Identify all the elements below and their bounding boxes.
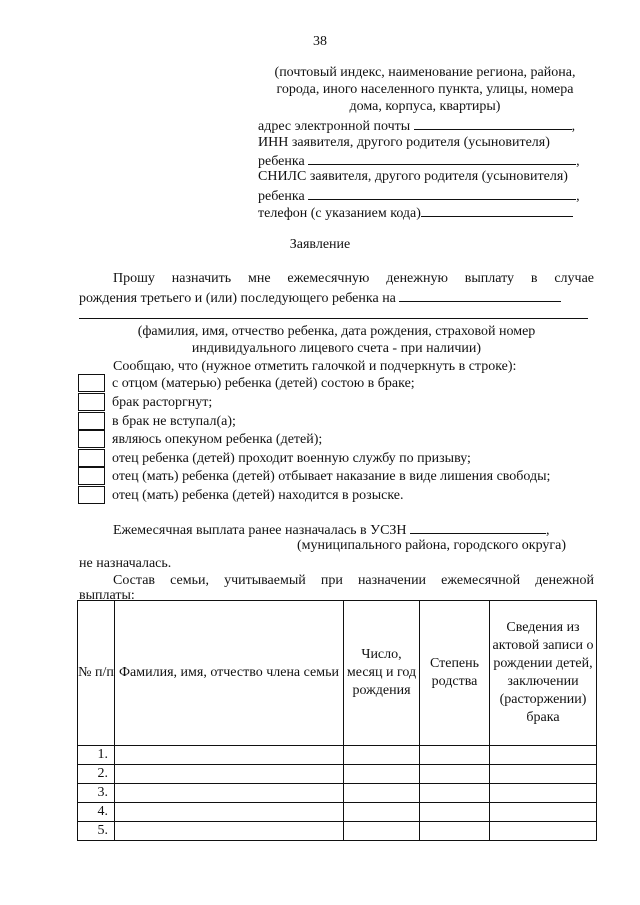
snils-label-line-1: СНИЛС заявителя, другого родителя (усыновителя): [258, 169, 568, 184]
previous-payment-text: Ежемесячная выплата ранее назначалась в УСЗН: [113, 523, 407, 538]
table-row: [78, 822, 597, 841]
checkbox-label-wanted: отец (мать) ребенка (детей) находится в розыске.: [112, 488, 404, 503]
address-caption-line-2: города, иного населенного пункта, улицы, номера: [276, 82, 574, 97]
row-number: 4.: [78, 803, 115, 822]
inn-underline[interactable]: [308, 151, 576, 165]
phone-field[interactable]: [258, 203, 573, 223]
checkbox-label-military-service: отец ребенка (детей) проходит военную службу по призыву;: [112, 451, 471, 466]
cell-birth-date[interactable]: [344, 803, 420, 822]
cell-civil-record[interactable]: [490, 746, 597, 765]
child-info-caption-line-2: индивидуального лицевого счета - при наличии): [191, 341, 482, 356]
cell-relationship[interactable]: [420, 746, 490, 765]
cell-civil-record[interactable]: [490, 803, 597, 822]
checkbox-label-divorced: брак расторгнут;: [112, 395, 213, 410]
address-caption-line-3: дома, корпуса, квартиры): [349, 99, 501, 114]
inn-label-line-1: ИНН заявителя, другого родителя (усыновителя): [258, 135, 550, 150]
cell-full-name[interactable]: [115, 784, 344, 803]
email-comma: ,: [571, 119, 576, 134]
cell-relationship[interactable]: [420, 822, 490, 841]
request-line-2-text: рождения третьего и (или) последующего ребенка на: [79, 291, 396, 306]
family-table-header: [78, 601, 597, 746]
child-info-underline-1[interactable]: [399, 288, 561, 302]
document-title: Заявление: [289, 237, 351, 252]
family-table: [77, 600, 597, 841]
cell-civil-record[interactable]: [490, 784, 597, 803]
checkbox-imprisoned[interactable]: [78, 467, 105, 485]
checkbox-not-married[interactable]: [78, 412, 105, 430]
email-label: адрес электронной почты: [258, 119, 411, 134]
cell-full-name[interactable]: [115, 822, 344, 841]
checkbox-military-service[interactable]: [78, 449, 105, 467]
cell-birth-date[interactable]: [344, 765, 420, 784]
header-full-name: Фамилия, имя, отчество члена семьи: [115, 601, 344, 746]
cell-civil-record[interactable]: [490, 822, 597, 841]
cell-civil-record[interactable]: [490, 765, 597, 784]
cell-birth-date[interactable]: [344, 746, 420, 765]
cell-relationship[interactable]: [420, 784, 490, 803]
table-row: [78, 784, 597, 803]
family-intro-line-2: выплаты:: [79, 588, 135, 603]
checkbox-label-guardian: являюсь опекуном ребенка (детей);: [112, 432, 323, 447]
request-line-2: [79, 288, 561, 308]
checkbox-guardian[interactable]: [78, 430, 105, 448]
checkbox-divorced[interactable]: [78, 393, 105, 411]
page-number: 38: [313, 34, 327, 49]
header-number: № п/п: [78, 601, 115, 746]
cell-birth-date[interactable]: [344, 822, 420, 841]
cell-birth-date[interactable]: [344, 784, 420, 803]
family-intro-line-1: Состав семьи, учитываемый при назначении ежемесячной денежной: [113, 573, 594, 588]
checkbox-label-married: с отцом (матерью) ребенка (детей) состою в браке;: [112, 376, 415, 391]
snils-label-line-2: ребенка: [258, 189, 305, 204]
snils-comma: ,: [576, 189, 580, 204]
cell-relationship[interactable]: [420, 765, 490, 784]
checkbox-label-not-married: в брак не вступал(а);: [112, 414, 236, 429]
child-info-caption-line-1: (фамилия, имя, отчество ребенка, дата рождения, страховой номер: [137, 324, 536, 339]
header-relationship: Степень родства: [420, 601, 490, 746]
cell-full-name[interactable]: [115, 746, 344, 765]
uszn-comma: ,: [546, 523, 550, 538]
uszn-caption: (муниципального района, городского округа): [297, 538, 567, 553]
cell-full-name[interactable]: [115, 765, 344, 784]
checkbox-wanted[interactable]: [78, 486, 105, 504]
header-birth-date: Число, месяц и год рождения: [344, 601, 420, 746]
row-number: 1.: [78, 746, 115, 765]
inn-comma: ,: [576, 154, 580, 169]
email-field[interactable]: [258, 116, 575, 136]
not-assigned-text: не назначалась.: [79, 556, 172, 571]
snils-underline[interactable]: [308, 186, 576, 200]
uszn-underline[interactable]: [410, 520, 546, 534]
row-number: 5.: [78, 822, 115, 841]
header-civil-record: Сведения из актовой записи о рождении детей, заключении (расторжении) брака: [490, 601, 597, 746]
address-caption-line-1: (почтовый индекс, наименование региона, района,: [274, 65, 576, 80]
phone-label: телефон (с указанием кода): [258, 206, 421, 221]
table-row: [78, 803, 597, 822]
cell-relationship[interactable]: [420, 803, 490, 822]
checkbox-label-imprisoned: отец (мать) ребенка (детей) отбывает наказание в виде лишения свободы;: [112, 469, 551, 484]
checkbox-married[interactable]: [78, 374, 105, 392]
phone-underline[interactable]: [421, 203, 573, 217]
cell-full-name[interactable]: [115, 803, 344, 822]
inn-label-line-2: ребенка: [258, 154, 305, 169]
email-underline[interactable]: [414, 116, 572, 130]
table-row: [78, 765, 597, 784]
table-row: [78, 746, 597, 765]
request-line-1: Прошу назначить мне ежемесячную денежную выплату в случае: [113, 271, 594, 286]
child-info-underline-2[interactable]: [79, 318, 588, 319]
row-number: 3.: [78, 784, 115, 803]
checkbox-intro: Сообщаю, что (нужное отметить галочкой и подчеркнуть в строке):: [113, 359, 517, 374]
row-number: 2.: [78, 765, 115, 784]
